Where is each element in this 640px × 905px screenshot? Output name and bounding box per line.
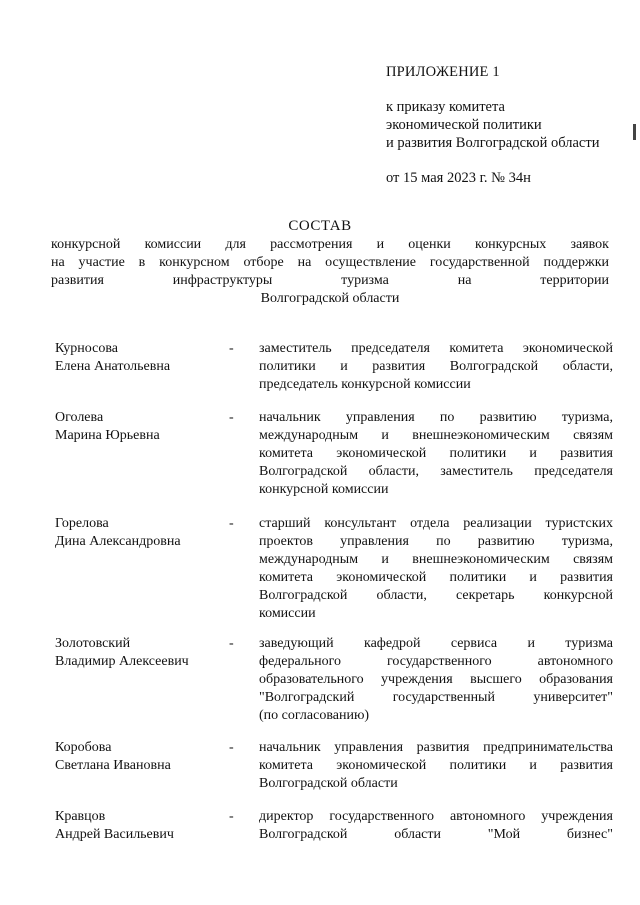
member-given-name: Владимир Алексеевич <box>55 654 189 669</box>
subtitle-line: конкурсной комиссии для рассмотрения и оценки конкурсных заявок <box>51 237 609 252</box>
role-line: международным и внешнеэкономическим связям <box>259 552 613 567</box>
subtitle-line: Волгоградской области <box>260 291 400 306</box>
role-line: международным и внешнеэкономическим связям <box>259 428 613 443</box>
role-line: комитета экономической политики и развития <box>259 446 613 461</box>
role-line: Волгоградской области, секретарь конкурсной <box>259 588 613 603</box>
member-given-name: Андрей Васильевич <box>55 827 174 842</box>
role-line: комитета экономической политики и развития <box>259 758 613 773</box>
role-line: директор государственного автономного учреждения <box>259 809 613 824</box>
member-role <box>259 635 613 725</box>
role-line: "Волгоградский государственный университет" <box>259 690 613 705</box>
member-dash: - <box>229 636 234 651</box>
document-subtitle <box>51 236 609 308</box>
member-dash: - <box>229 341 234 356</box>
member-surname: Оголева <box>55 410 104 425</box>
appendix-header: ПРИЛОЖЕНИЕ 1 <box>386 64 500 80</box>
member-role <box>259 808 613 844</box>
role-line: Волгоградской области, заместитель председателя <box>259 464 613 479</box>
member-surname: Коробова <box>55 740 112 755</box>
appendix-block <box>386 63 599 187</box>
member-role <box>259 515 613 623</box>
member-dash: - <box>229 516 234 531</box>
member-name <box>55 808 225 844</box>
appendix-line: к приказу комитета <box>386 99 505 115</box>
member-dash: - <box>229 809 234 824</box>
role-line: федерального государственного автономного <box>259 654 613 669</box>
role-line: начальник управления развития предпринимательства <box>259 740 613 755</box>
member-name <box>55 409 225 445</box>
document-title: СОСТАВ <box>288 218 352 234</box>
role-line: Волгоградской области "Мой бизнес" <box>259 827 613 842</box>
member-name <box>55 635 225 671</box>
member-surname: Кравцов <box>55 809 106 824</box>
scan-edge-mark <box>633 124 636 140</box>
member-role <box>259 739 613 793</box>
member-given-name: Марина Юрьевна <box>55 428 160 443</box>
appendix-line: экономической политики <box>386 117 542 133</box>
appendix-date: от 15 мая 2023 г. № 34н <box>386 170 531 186</box>
role-line: проектов управления по развитию туризма, <box>259 534 613 549</box>
member-surname: Горелова <box>55 516 109 531</box>
role-line: комиссии <box>259 606 316 621</box>
role-line: (по согласованию) <box>259 708 370 723</box>
member-surname: Золотовский <box>55 636 131 651</box>
member-role <box>259 409 613 499</box>
role-line: старший консультант отдела реализации туристских <box>259 516 613 531</box>
role-line: Волгоградской области <box>259 776 398 791</box>
subtitle-line: развития инфраструктуры туризма на территории <box>51 273 609 288</box>
role-line: начальник управления по развитию туризма, <box>259 410 613 425</box>
member-dash: - <box>229 410 234 425</box>
role-line: комитета экономической политики и развития <box>259 570 613 585</box>
appendix-line: и развития Волгоградской области <box>386 135 600 151</box>
member-role <box>259 340 613 394</box>
role-line: председатель конкурсной комиссии <box>259 377 471 392</box>
member-surname: Курносова <box>55 341 118 356</box>
member-dash: - <box>229 740 234 755</box>
role-line: образовательного учреждения высшего образования <box>259 672 613 687</box>
member-given-name: Дина Александровна <box>55 534 181 549</box>
role-line: заместитель председателя комитета экономической <box>259 341 613 356</box>
role-line: конкурсной комиссии <box>259 482 389 497</box>
member-name <box>55 739 225 775</box>
member-given-name: Светлана Ивановна <box>55 758 171 773</box>
member-name <box>55 340 225 376</box>
subtitle-line: на участие в конкурсном отборе на осуществление государственной поддержки <box>51 255 609 270</box>
member-name <box>55 515 225 551</box>
role-line: заведующий кафедрой сервиса и туризма <box>259 636 613 651</box>
role-line: политики и развития Волгоградской области, <box>259 359 613 374</box>
member-given-name: Елена Анатольевна <box>55 359 171 374</box>
